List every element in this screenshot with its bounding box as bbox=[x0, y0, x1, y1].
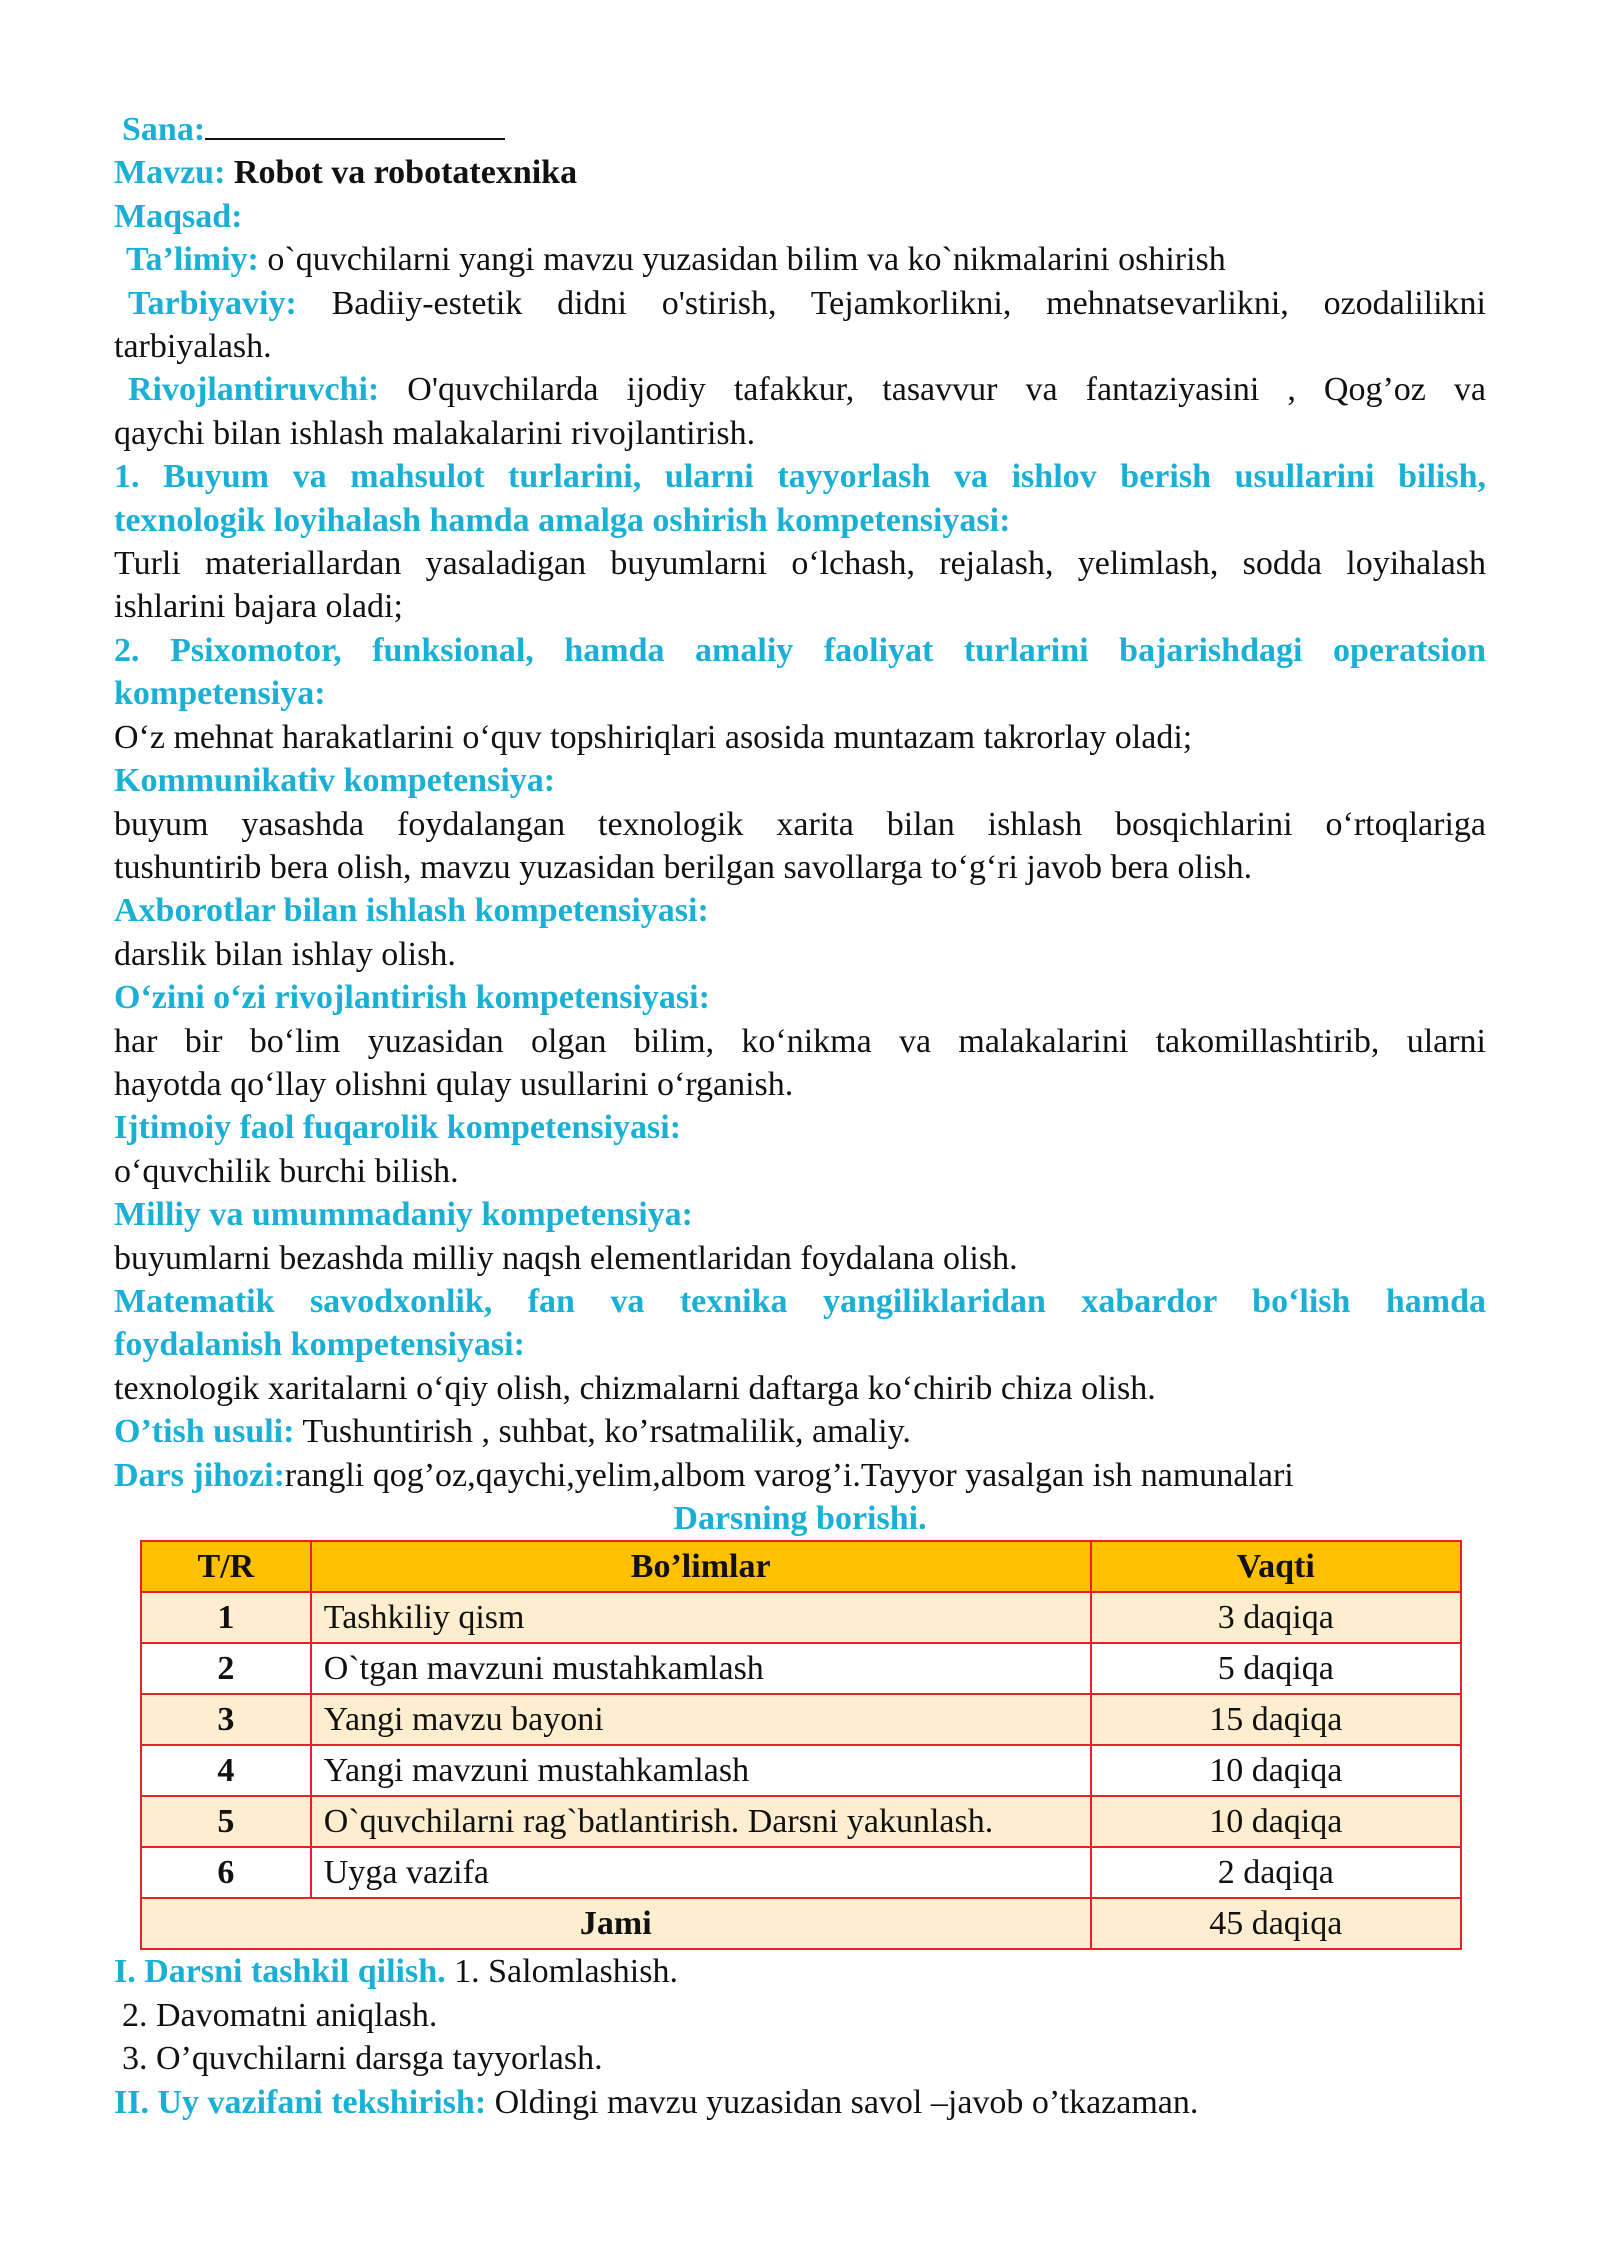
row-time: 3 daqiqa bbox=[1091, 1592, 1461, 1643]
section-homework-check bbox=[114, 2081, 1486, 2124]
competency-heading: Ijtimoiy faol fuqarolik kompetensiyasi: bbox=[114, 1109, 682, 1147]
total-value: 45 daqiqa bbox=[1091, 1898, 1461, 1949]
teaching-method bbox=[114, 1410, 1486, 1453]
competency-text: texnologik xaritalarni o‘qiy olish, chizmalarni daftarga ko‘chirib chiza olish. bbox=[114, 1369, 1156, 1407]
competency-heading: kompetensiya: bbox=[114, 675, 326, 713]
total-label: Jami bbox=[141, 1898, 1091, 1949]
table-row bbox=[141, 1745, 1461, 1796]
row-number: 2 bbox=[141, 1643, 311, 1694]
competency-5 bbox=[114, 976, 1486, 1106]
upbringing-goal bbox=[114, 282, 1486, 369]
developmental-goal-text-2: qaychi bilan ishlash malakalarini rivojlantirish. bbox=[114, 414, 756, 452]
table-total-row bbox=[141, 1898, 1461, 1949]
row-time: 10 daqiqa bbox=[1091, 1796, 1461, 1847]
competency-text: hayotda qo‘llay olishni qulay usullarini o‘rganish. bbox=[114, 1065, 794, 1103]
lesson-equipment-text: rangli qog’oz,qaychi,yelim,albom varog’i.Tayyor yasalgan ish namunalari bbox=[284, 1456, 1294, 1494]
competency-heading: texnologik loyihalash hamda amalga oshirish kompetensiyasi: bbox=[114, 501, 1011, 539]
competency-text: Turli materiallardan yasaladigan buyumlarni o‘lchash, rejalash, yelimlash, sodda loyihalash bbox=[114, 545, 1486, 583]
row-section: Yangi mavzu bayoni bbox=[311, 1694, 1091, 1745]
row-number: 4 bbox=[141, 1745, 311, 1796]
lesson-equipment-label: Dars jihozi: bbox=[114, 1456, 285, 1494]
competency-heading: Matematik savodxonlik, fan va texnika yangiliklaridan xabardor bo‘lish hamda bbox=[114, 1282, 1486, 1320]
section-homework-text: Oldingi mavzu yuzasidan savol –javob o’tkazaman. bbox=[494, 2083, 1199, 2121]
row-section: Yangi mavzuni mustahkamlash bbox=[311, 1745, 1091, 1796]
competency-heading: O‘zini o‘zi rivojlantirish kompetensiyasi: bbox=[114, 979, 710, 1017]
row-number: 3 bbox=[141, 1694, 311, 1745]
topic-line bbox=[114, 151, 1486, 194]
teaching-method-text: Tushuntirish , suhbat, ko’rsatmalilik, amaliy. bbox=[302, 1413, 911, 1451]
table-header-row bbox=[141, 1541, 1461, 1592]
section-organize bbox=[114, 1950, 1486, 1993]
competency-4 bbox=[114, 889, 1486, 976]
section-organize-label: I. Darsni tashkil qilish. bbox=[114, 1953, 446, 1991]
competency-heading: Kommunikativ kompetensiya: bbox=[114, 762, 556, 800]
row-number: 5 bbox=[141, 1796, 311, 1847]
topic-value: Robot va robotatexnika bbox=[233, 154, 578, 192]
table-row bbox=[141, 1592, 1461, 1643]
competency-text: buyum yasashda foydalangan texnologik xarita bilan ishlash bosqichlarini o‘rtoqlariga bbox=[114, 805, 1486, 843]
competency-heading: Axborotlar bilan ishlash kompetensiyasi: bbox=[114, 892, 709, 930]
teaching-method-label: O’tish usuli: bbox=[114, 1413, 295, 1451]
competency-3 bbox=[114, 759, 1486, 889]
upbringing-goal-label: Tarbiyaviy: bbox=[128, 284, 297, 322]
row-section: O`tgan mavzuni mustahkamlash bbox=[311, 1643, 1091, 1694]
row-section: Uyga vazifa bbox=[311, 1847, 1091, 1898]
competency-text: buyumlarni bezashda milliy naqsh elementlaridan foydalana olish. bbox=[114, 1239, 1018, 1277]
upbringing-goal-text-1: Badiiy-estetik didni o'stirish, Tejamkorlikni, mehnatsevarlikni, ozodalilikni bbox=[331, 284, 1486, 322]
row-time: 2 daqiqa bbox=[1091, 1847, 1461, 1898]
table-row bbox=[141, 1694, 1461, 1745]
competency-heading: 1. Buyum va mahsulot turlarini, ularni tayyorlash va ishlov berish usullarini bilish, bbox=[114, 458, 1486, 496]
educational-goal-label: Ta’limiy: bbox=[126, 241, 259, 279]
list-item: 3. O’quvchilarni darsga tayyorlash. bbox=[122, 2040, 603, 2078]
row-number: 1 bbox=[141, 1592, 311, 1643]
column-header-sections: Bo’limlar bbox=[311, 1541, 1091, 1592]
topic-label: Mavzu: bbox=[114, 154, 226, 192]
competency-text: har bir bo‘lim yuzasidan olgan bilim, ko‘nikma va malakalarini takomillashtirib, ularni bbox=[114, 1022, 1486, 1060]
developmental-goal-label: Rivojlantiruvchi: bbox=[128, 371, 380, 409]
developmental-goal-text-1: O'quvchilarda ijodiy tafakkur, tasavvur va fantaziyasini , Qog’oz va bbox=[407, 371, 1487, 409]
date-line bbox=[114, 108, 1486, 151]
date-blank bbox=[205, 108, 505, 140]
educational-goal-text: o`quvchilarni yangi mavzu yuzasidan bilim va ko`nikmalarini oshirish bbox=[267, 241, 1226, 279]
section-homework-label: II. Uy vazifani tekshirish: bbox=[114, 2083, 487, 2121]
competency-8 bbox=[114, 1280, 1486, 1410]
row-section: Tashkiliy qism bbox=[311, 1592, 1091, 1643]
table-row bbox=[141, 1796, 1461, 1847]
row-time: 15 daqiqa bbox=[1091, 1694, 1461, 1745]
column-header-time: Vaqti bbox=[1091, 1541, 1461, 1592]
competency-1 bbox=[114, 455, 1486, 629]
lesson-schedule-table bbox=[140, 1540, 1462, 1950]
table-row bbox=[141, 1643, 1461, 1694]
competency-text: darslik bilan ishlay olish. bbox=[114, 935, 456, 973]
competency-heading: Milliy va umummadaniy kompetensiya: bbox=[114, 1196, 693, 1234]
competency-text: O‘z mehnat harakatlarini o‘quv topshiriqlari asosida muntazam takrorlay oladi; bbox=[114, 718, 1193, 756]
upbringing-goal-text-2: tarbiyalash. bbox=[114, 328, 272, 366]
table-caption: Darsning borishi. bbox=[673, 1500, 927, 1537]
section-organize-text: 1. Salomlashish. bbox=[454, 1953, 678, 1991]
row-number: 6 bbox=[141, 1847, 311, 1898]
competency-7 bbox=[114, 1193, 1486, 1280]
lesson-equipment bbox=[114, 1454, 1486, 1497]
row-time: 5 daqiqa bbox=[1091, 1643, 1461, 1694]
competency-text: ishlarini bajara oladi; bbox=[114, 588, 403, 626]
competency-text: o‘quvchilik burchi bilish. bbox=[114, 1152, 459, 1190]
column-header-number: T/R bbox=[141, 1541, 311, 1592]
educational-goal bbox=[114, 238, 1486, 281]
competency-2 bbox=[114, 629, 1486, 759]
lesson-plan-page bbox=[114, 108, 1486, 2124]
row-time: 10 daqiqa bbox=[1091, 1745, 1461, 1796]
competency-6 bbox=[114, 1106, 1486, 1193]
date-label: Sana: bbox=[122, 111, 206, 148]
developmental-goal bbox=[114, 368, 1486, 455]
competency-text: tushuntirib bera olish, mavzu yuzasidan berilgan savollarga to‘g‘ri javob bera olish. bbox=[114, 848, 1253, 886]
list-item: 2. Davomatni aniqlash. bbox=[122, 1996, 438, 2034]
row-section: O`quvchilarni rag`batlantirish. Darsni yakunlash. bbox=[311, 1796, 1091, 1847]
table-row bbox=[141, 1847, 1461, 1898]
goal-heading: Maqsad: bbox=[114, 197, 243, 235]
competency-heading: 2. Psixomotor, funksional, hamda amaliy faoliyat turlarini bajarishdagi operatsion bbox=[114, 631, 1486, 669]
competency-heading: foydalanish kompetensiyasi: bbox=[114, 1326, 525, 1364]
